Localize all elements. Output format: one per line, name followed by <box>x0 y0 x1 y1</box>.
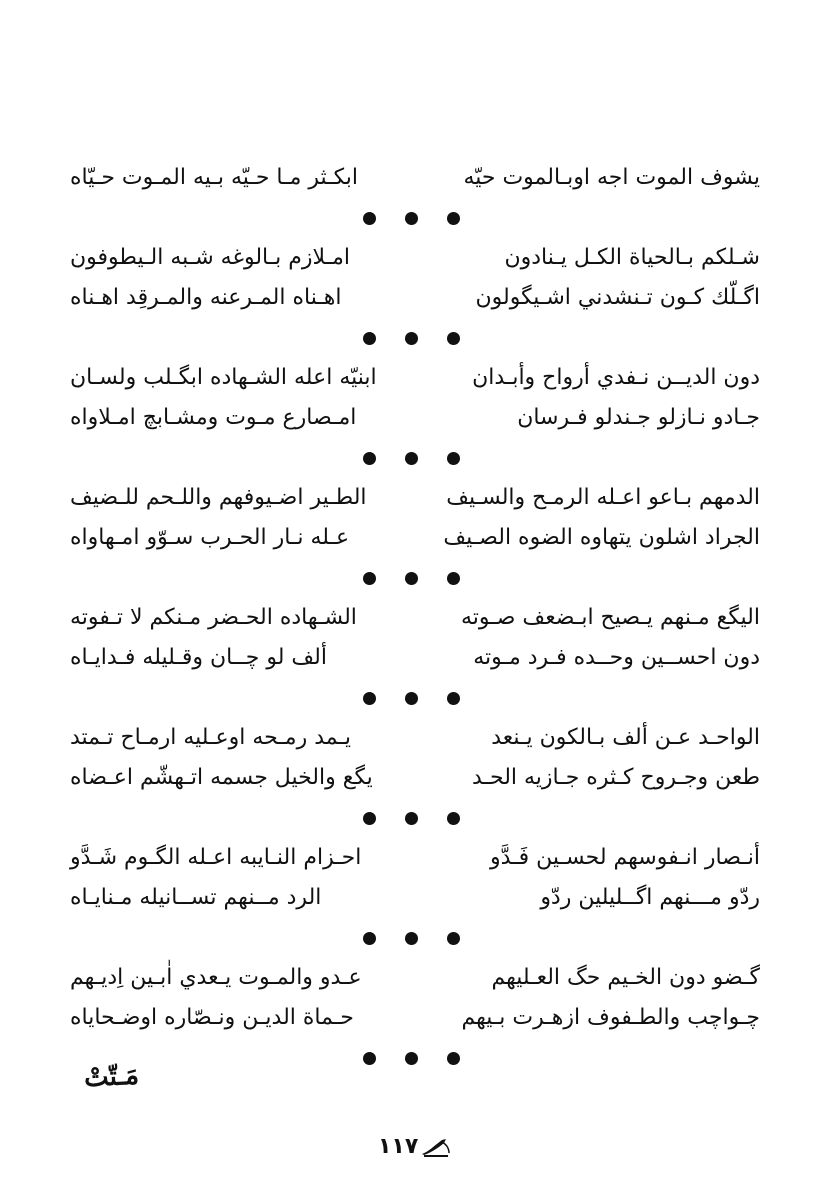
stanza <box>70 718 760 838</box>
separator-dot <box>405 332 418 345</box>
hemistich-left: اهـناه المـرعنه والمـرقِد اهـناه <box>70 285 342 310</box>
hemistich-left: يگع والخيل جسمه اتـهشّم اعـضاه <box>70 765 373 790</box>
hemistich-left: الشـهاده الحـضر مـنكم لا تـفوته <box>70 605 357 630</box>
verse-line <box>70 278 760 318</box>
hemistich-right: ردّو مـــنهم اگــليلين ردّو <box>540 885 760 910</box>
separator-dot <box>447 692 460 705</box>
verse-line <box>70 958 760 998</box>
hemistich-right: الجراد اشلون يتهاوه الضوه الصـيف <box>443 525 760 550</box>
separator-dot <box>405 1052 418 1065</box>
verse-line <box>70 838 760 878</box>
hemistich-left: الطـير اضـيوفهم واللـحم للـضيف <box>70 485 367 510</box>
hemistich-right: أنـصار انـفوسهم لحسـين فَـدَّو <box>490 845 760 870</box>
stanza-separator <box>70 678 760 718</box>
verse-line <box>70 398 760 438</box>
verse-line <box>70 358 760 398</box>
stanza-separator <box>70 1038 760 1078</box>
separator-dot <box>447 572 460 585</box>
separator-dot <box>405 812 418 825</box>
stanza-separator <box>70 438 760 478</box>
stanza-separator <box>70 318 760 358</box>
separator-dot <box>405 572 418 585</box>
verse-line <box>70 638 760 678</box>
separator-dot <box>363 692 376 705</box>
hemistich-right: اگـلّك كـون تـنشدني اشـيگولون <box>475 285 760 310</box>
verse-line <box>70 598 760 638</box>
separator-dot <box>363 572 376 585</box>
verse-line <box>70 518 760 558</box>
hemistich-left: احـزام النـايبه اعـله الگـوم شَـدَّو <box>70 845 362 870</box>
verse-line <box>70 758 760 798</box>
hemistich-right: طعن وجـروح كـثره جـازيه الحـد <box>472 765 760 790</box>
hemistich-right: دون احســين وحــده فـرد مـوته <box>473 645 760 670</box>
hemistich-right: الدمهم بـاعو اعـله الرمـح والسـيف <box>446 485 760 510</box>
hemistich-left: ألف لو چــان وقـليله فـدايـاه <box>70 645 327 670</box>
quill-pen-icon <box>420 1136 452 1158</box>
hemistich-right: جـادو نـازلو جـندلو فـرسان <box>517 405 760 430</box>
separator-dot <box>363 1052 376 1065</box>
verse-line <box>70 878 760 918</box>
hemistich-left: عـله نـار الحـرب سـوّو امـهاواه <box>70 525 350 550</box>
separator-dot <box>447 812 460 825</box>
hemistich-left: عـدو والمـوت يـعدي اٰبـين اِديـهم <box>70 965 362 990</box>
stanza-separator <box>70 918 760 958</box>
page-number-text: ١١٧ <box>378 1134 419 1159</box>
hemistich-left: الرد مــنهم تســانيله مـنايـاه <box>70 885 322 910</box>
hemistich-right: گـضو دون الخـيم حگ العـليهم <box>491 965 760 990</box>
stanza-separator <box>70 798 760 838</box>
hemistich-right: الواحـد عـن ألف بـالكون يـنعد <box>491 725 760 750</box>
stanza-separator <box>70 558 760 598</box>
page-number <box>378 1134 452 1159</box>
separator-dot <box>447 332 460 345</box>
hemistich-right: شـلكم بـالحياة الكـل يـنادون <box>504 245 760 270</box>
verse-line <box>70 238 760 278</box>
verse-line <box>70 718 760 758</box>
stanza <box>70 238 760 358</box>
verse-line <box>70 998 760 1038</box>
stanza <box>70 478 760 598</box>
separator-dot <box>405 452 418 465</box>
stanza <box>70 158 760 238</box>
poem-body <box>70 158 760 1078</box>
hemistich-left: يـمد رمـحه اوعـليه ارمـاح تـمتد <box>70 725 352 750</box>
verse-line <box>70 158 760 198</box>
hemistich-right: اليگع مـنهم يـصيح ابـضعف صـوته <box>461 605 760 630</box>
separator-dot <box>447 1052 460 1065</box>
separator-dot <box>405 212 418 225</box>
hemistich-left: ابكـثر مـا حـيّه بـيه المـوت حـيّاه <box>70 165 358 190</box>
hemistich-left: حـماة الديـن ونـصّاره اوضـحاياه <box>70 1005 354 1030</box>
stanza <box>70 958 760 1078</box>
stanza <box>70 838 760 958</box>
separator-dot <box>405 692 418 705</box>
separator-dot <box>447 932 460 945</box>
hemistich-right: يشوف الموت اجه اوبـالموت حيّه <box>463 165 760 190</box>
end-mark: مَـتّتْ <box>83 1060 140 1094</box>
separator-dot <box>447 212 460 225</box>
stanza-separator <box>70 198 760 238</box>
hemistich-left: امـصارع مـوت ومشـابچ امـلاواه <box>70 405 357 430</box>
separator-dot <box>363 812 376 825</box>
separator-dot <box>363 332 376 345</box>
separator-dot <box>405 932 418 945</box>
separator-dot <box>363 452 376 465</box>
stanza <box>70 598 760 718</box>
separator-dot <box>363 932 376 945</box>
hemistich-right: چـواچب والطـفوف ازهـرت بـيهم <box>461 1005 760 1030</box>
hemistich-right: دون الديــن نـفدي أرواح وأبـدان <box>472 365 760 390</box>
verse-line <box>70 478 760 518</box>
hemistich-left: امـلازم بـالوغه شـبه الـيطوفون <box>70 245 350 270</box>
separator-dot <box>447 452 460 465</box>
stanza <box>70 358 760 478</box>
hemistich-left: ابنيّه اعله الشـهاده ابگـلب ولسـان <box>70 365 377 390</box>
separator-dot <box>363 212 376 225</box>
